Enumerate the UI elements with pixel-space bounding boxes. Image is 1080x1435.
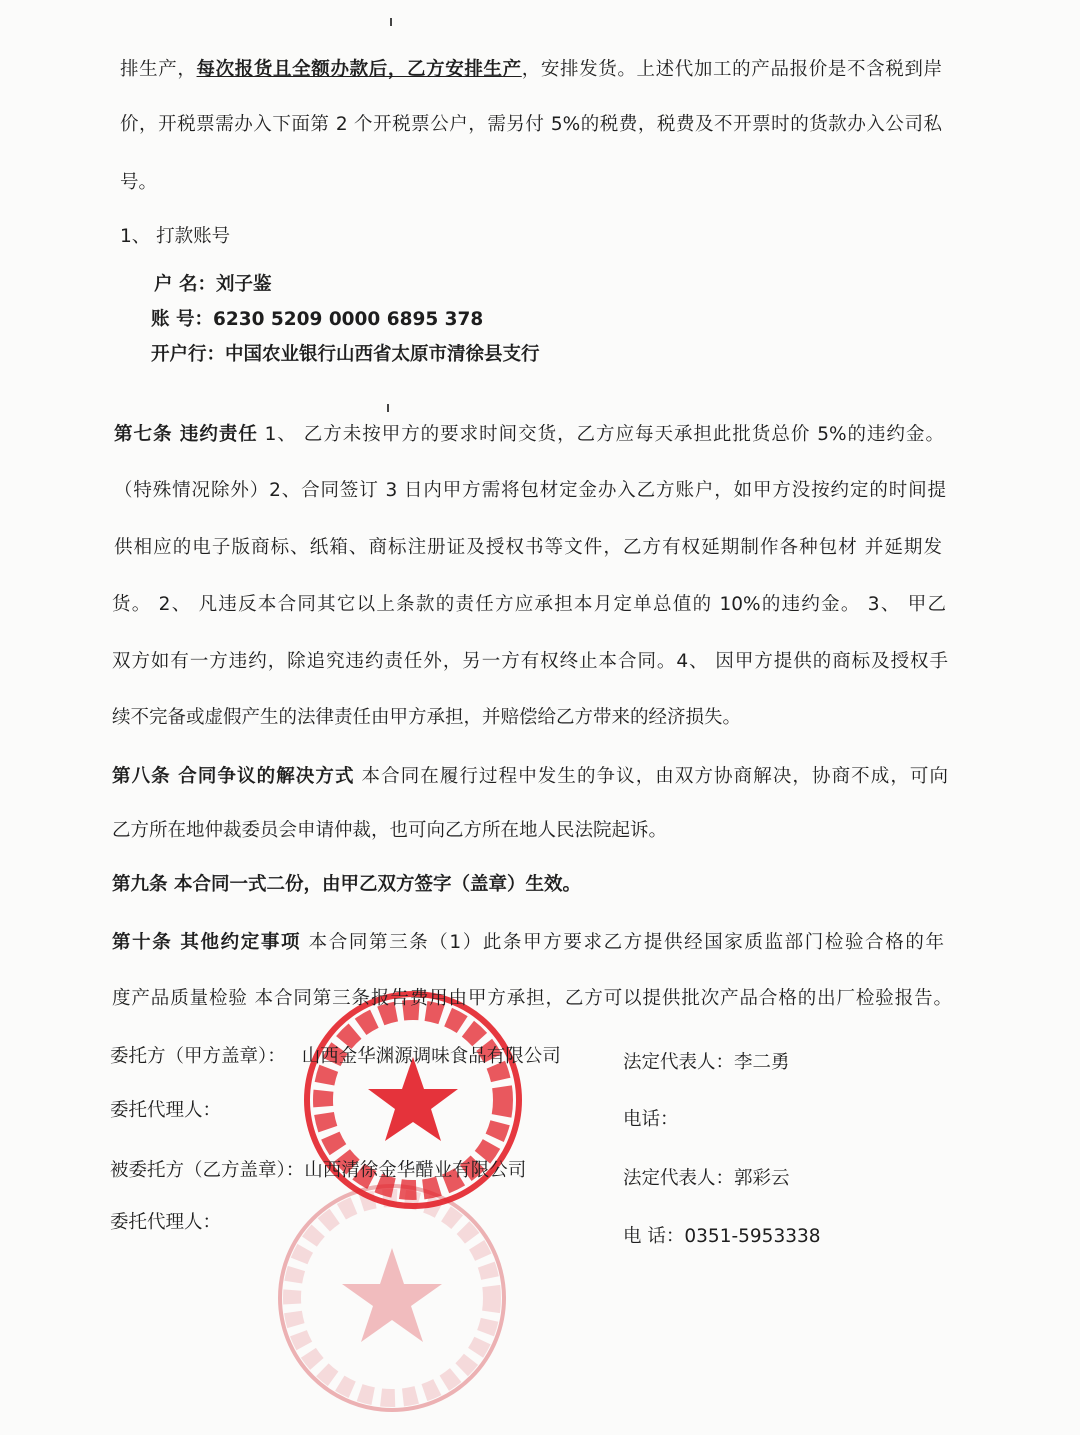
article8-line-2: 乙方所在地仲裁委员会申请仲裁，也可向乙方所在地人民法院起诉。 — [112, 820, 668, 841]
scan-mark — [387, 404, 389, 412]
article7-line-2: （特殊情况除外）2、合同签订 3 日内甲方需将包材定金办入乙方账户，如甲方没按约定的时间提 — [114, 480, 946, 501]
article10-line-1: 第十条 其他约定事项 本合同第三条（1）此条甲方要求乙方提供经国家质监部门检验合格的年 — [112, 932, 944, 953]
party-b-name: 山西清徐金华醋业有限公司 — [304, 1160, 527, 1181]
scan-mark — [390, 18, 392, 26]
account-name: 户 名：刘子鉴 — [154, 274, 272, 295]
party-b-agent: 委托代理人： — [110, 1212, 222, 1233]
account-bank: 开户行：中国农业银行山西省太原市清徐县支行 — [151, 344, 540, 365]
party-a-name: 山西金华渊源调味食品有限公司 — [301, 1046, 561, 1067]
party-a-label: 委托方（甲方盖章）： — [110, 1046, 286, 1067]
party-b-label: 被委托方（乙方盖章）： — [110, 1160, 305, 1181]
article9-title: 第九条 本合同一式二份，由甲乙双方签字（盖章）生效。 — [112, 874, 581, 895]
intro-line-1: 排生产，每次报货且全额办款后，乙方安排生产，安排发货。上述代加工的产品报价是不含税到岸 — [120, 59, 942, 80]
article7-line-4: 货。 2、 凡违反本合同其它以上条款的责任方应承担本月定单总值的 10%的违约金。 3、 甲乙 — [112, 594, 946, 615]
party-a-line — [110, 1044, 561, 1070]
article7-line-5: 双方如有一方违约，除追究违约责任外，另一方有权终止本合同。4、 因甲方提供的商标及授权手 — [112, 651, 948, 672]
article8-title: 第八条 合同争议的解决方式 — [112, 766, 355, 787]
article7-title: 第七条 违约责任 — [114, 424, 258, 445]
intro-line-3: 号。 — [120, 172, 158, 193]
article7-line-6: 续不完备或虚假产生的法律责任由甲方承担，并赔偿给乙方带来的经济损失。 — [112, 707, 742, 728]
seal-star-icon — [342, 1248, 442, 1342]
party-a-phone: 电话： — [623, 1109, 679, 1130]
account-number: 账 号：6230 5209 0000 6895 378 — [151, 309, 484, 330]
party-a-agent: 委托代理人： — [110, 1100, 222, 1121]
party-a-representative: 法定代表人：李二勇 — [623, 1052, 790, 1073]
article7-line-3: 供相应的电子版商标、纸箱、商标注册证及授权书等文件，乙方有权延期制作各种包材 并延期发 — [114, 537, 942, 558]
article7-line-1: 第七条 违约责任 1、 乙方未按甲方的要求时间交货，乙方应每天承担此批货总价 5%的违约金。 — [114, 424, 944, 445]
article10-title: 第十条 其他约定事项 — [112, 932, 302, 953]
party-b-representative: 法定代表人：郭彩云 — [623, 1168, 790, 1189]
party-b-line — [110, 1158, 526, 1184]
party-b-phone: 电 话：0351-5953338 — [623, 1226, 821, 1247]
article8-line-1: 第八条 合同争议的解决方式 本合同在履行过程中发生的争议，由双方协商解决，协商不成，可向 — [112, 766, 948, 787]
intro-line-2: 价，开税票需办入下面第 2 个开税票公户，需另付 5%的税费，税费及不开票时的货款办入公司私 — [120, 114, 942, 135]
article10-line-2: 度产品质量检验 本合同第三条报告费用由甲方承担，乙方可以提供批次产品合格的出厂检验报告。 — [112, 988, 952, 1009]
payment-heading: 1、 打款账号 — [120, 226, 231, 247]
